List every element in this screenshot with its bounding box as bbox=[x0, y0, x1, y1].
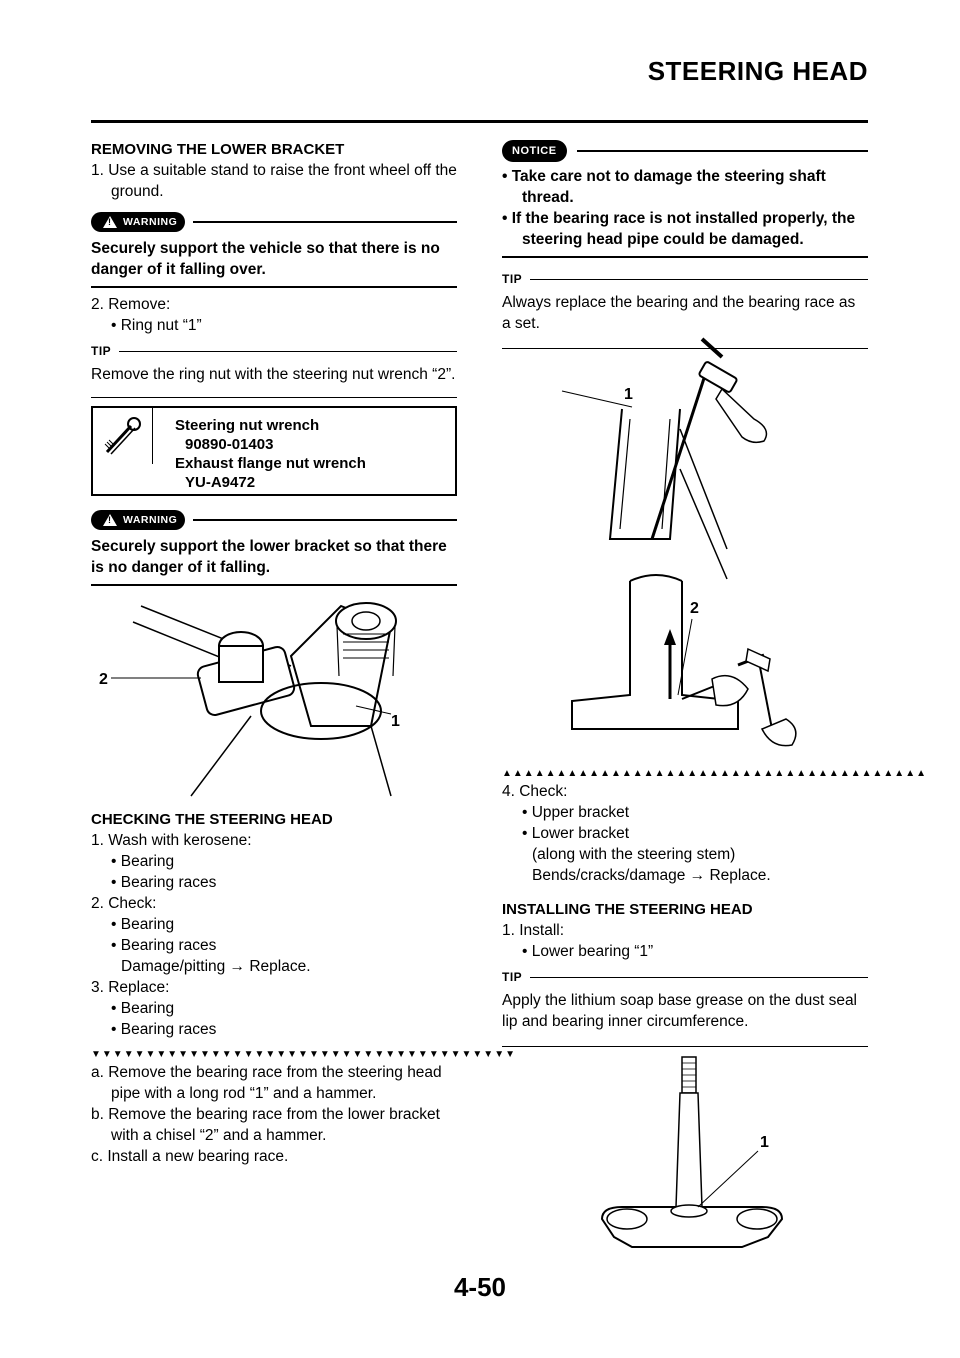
divider bbox=[577, 150, 868, 152]
procedure-end-markers: ▲▲▲▲▲▲▲▲▲▲▲▲▲▲▲▲▲▲▲▲▲▲▲▲▲▲▲▲▲▲▲▲▲▲▲▲▲▲▲ bbox=[502, 768, 928, 779]
step-text: 1. Use a suitable stand to raise the front wheel off the ground. bbox=[91, 162, 457, 200]
section-title-checking: CHECKING THE STEERING HEAD bbox=[91, 811, 333, 828]
header-rule bbox=[91, 120, 868, 123]
tip-header bbox=[502, 272, 868, 286]
warning-text: Securely support the vehicle so that there is no danger of it falling over. bbox=[91, 238, 457, 288]
notice-item: • Take care not to damage the steering shaft thread. bbox=[502, 168, 826, 206]
tip-text: Remove the ring nut with the steering nut wrench “2”. bbox=[91, 366, 456, 383]
tip-label: TIP bbox=[502, 272, 523, 286]
section-title-removing: REMOVING THE LOWER BRACKET bbox=[91, 141, 345, 158]
warning-icon bbox=[103, 514, 117, 526]
left-column bbox=[91, 140, 517, 1167]
warning-badge bbox=[91, 510, 185, 530]
tip-text: Always replace the bearing and the bearing race as a set. bbox=[502, 294, 856, 332]
bullet-item: • Lower bearing “1” bbox=[522, 943, 654, 960]
notice-badge: NOTICE bbox=[502, 140, 567, 162]
procedure-step: a. Remove the bearing race from the steering head pipe with a long rod “1” and a hammer. bbox=[91, 1064, 442, 1102]
page-number: 4-50 bbox=[453, 1272, 507, 1302]
procedure-step: c. Install a new bearing race. bbox=[91, 1148, 289, 1165]
bullet-item: • Upper bracket bbox=[522, 804, 630, 821]
tip-header bbox=[502, 970, 868, 984]
step-text: 1. Wash with kerosene: bbox=[91, 832, 252, 849]
divider bbox=[193, 221, 457, 223]
callout-1: 1 bbox=[391, 713, 400, 730]
step-text: 4. Check: bbox=[502, 783, 568, 800]
bullet-item: • Bearing bbox=[111, 853, 175, 870]
warning-badge bbox=[91, 212, 185, 232]
warning-header bbox=[91, 212, 457, 232]
divider bbox=[530, 977, 868, 978]
tool-part-number: 90890-01403 bbox=[185, 436, 274, 453]
lower-bracket-bearing-illustration bbox=[502, 1047, 868, 1257]
tip-text: Apply the lithium soap base grease on the dust seal lip and bearing inner circumference. bbox=[502, 992, 858, 1030]
divider bbox=[91, 397, 457, 398]
callout-1: 1 bbox=[624, 386, 633, 403]
tool-name: Steering nut wrench bbox=[175, 417, 320, 434]
warning-label: WARNING bbox=[123, 216, 178, 228]
step-text: 2. Check: bbox=[91, 895, 157, 912]
warning-label: WARNING bbox=[123, 514, 178, 526]
bullet-item: • Bearing races bbox=[111, 874, 217, 891]
right-column bbox=[502, 140, 928, 1257]
tool-name: Exhaust flange nut wrench bbox=[175, 455, 366, 472]
step-text: 2. Remove: bbox=[91, 296, 171, 313]
step-text: 3. Replace: bbox=[91, 979, 170, 996]
special-tool-box bbox=[91, 406, 457, 496]
tool-part-number: YU-A9472 bbox=[185, 474, 256, 491]
bullet-item: • Bearing races bbox=[111, 1021, 217, 1038]
callout-2: 2 bbox=[99, 671, 108, 688]
divider bbox=[119, 351, 457, 352]
bullet-item: • Lower bracket bbox=[522, 825, 630, 842]
bullet-item: Bends/cracks/damage → Replace. bbox=[532, 867, 771, 884]
warning-icon bbox=[103, 216, 117, 228]
notice-item: • If the bearing race is not installed properly, the steering head pipe could be damaged. bbox=[502, 208, 868, 258]
divider bbox=[530, 279, 868, 280]
bullet-item: Damage/pitting → Replace. bbox=[121, 958, 311, 975]
wrench-icon bbox=[93, 408, 153, 464]
callout-1: 1 bbox=[760, 1134, 769, 1151]
bearing-race-removal-illustration bbox=[502, 349, 868, 759]
callout-2: 2 bbox=[690, 600, 699, 617]
bullet-item: • Ring nut “1” bbox=[111, 317, 202, 334]
tip-label: TIP bbox=[502, 970, 523, 984]
tip-header bbox=[91, 344, 457, 358]
step-text: 1. Install: bbox=[502, 922, 565, 939]
divider bbox=[193, 519, 457, 521]
procedure-start-markers: ▼▼▼▼▼▼▼▼▼▼▼▼▼▼▼▼▼▼▼▼▼▼▼▼▼▼▼▼▼▼▼▼▼▼▼▼▼▼▼ bbox=[91, 1049, 517, 1060]
notice-header bbox=[502, 140, 868, 162]
warning-text: Securely support the lower bracket so that there is no danger of it falling. bbox=[91, 536, 457, 586]
bullet-item: • Bearing races bbox=[111, 937, 217, 954]
section-title-installing: INSTALLING THE STEERING HEAD bbox=[502, 901, 753, 918]
bullet-item: (along with the steering stem) bbox=[532, 846, 736, 863]
warning-header bbox=[91, 510, 457, 530]
bullet-item: • Bearing bbox=[111, 916, 175, 933]
bullet-item: • Bearing bbox=[111, 1000, 175, 1017]
procedure-step: b. Remove the bearing race from the lower bracket with a chisel “2” and a hammer. bbox=[91, 1106, 440, 1144]
page-title: STEERING HEAD bbox=[647, 56, 868, 86]
ring-nut-removal-illustration bbox=[91, 586, 457, 796]
tip-label: TIP bbox=[91, 344, 112, 358]
